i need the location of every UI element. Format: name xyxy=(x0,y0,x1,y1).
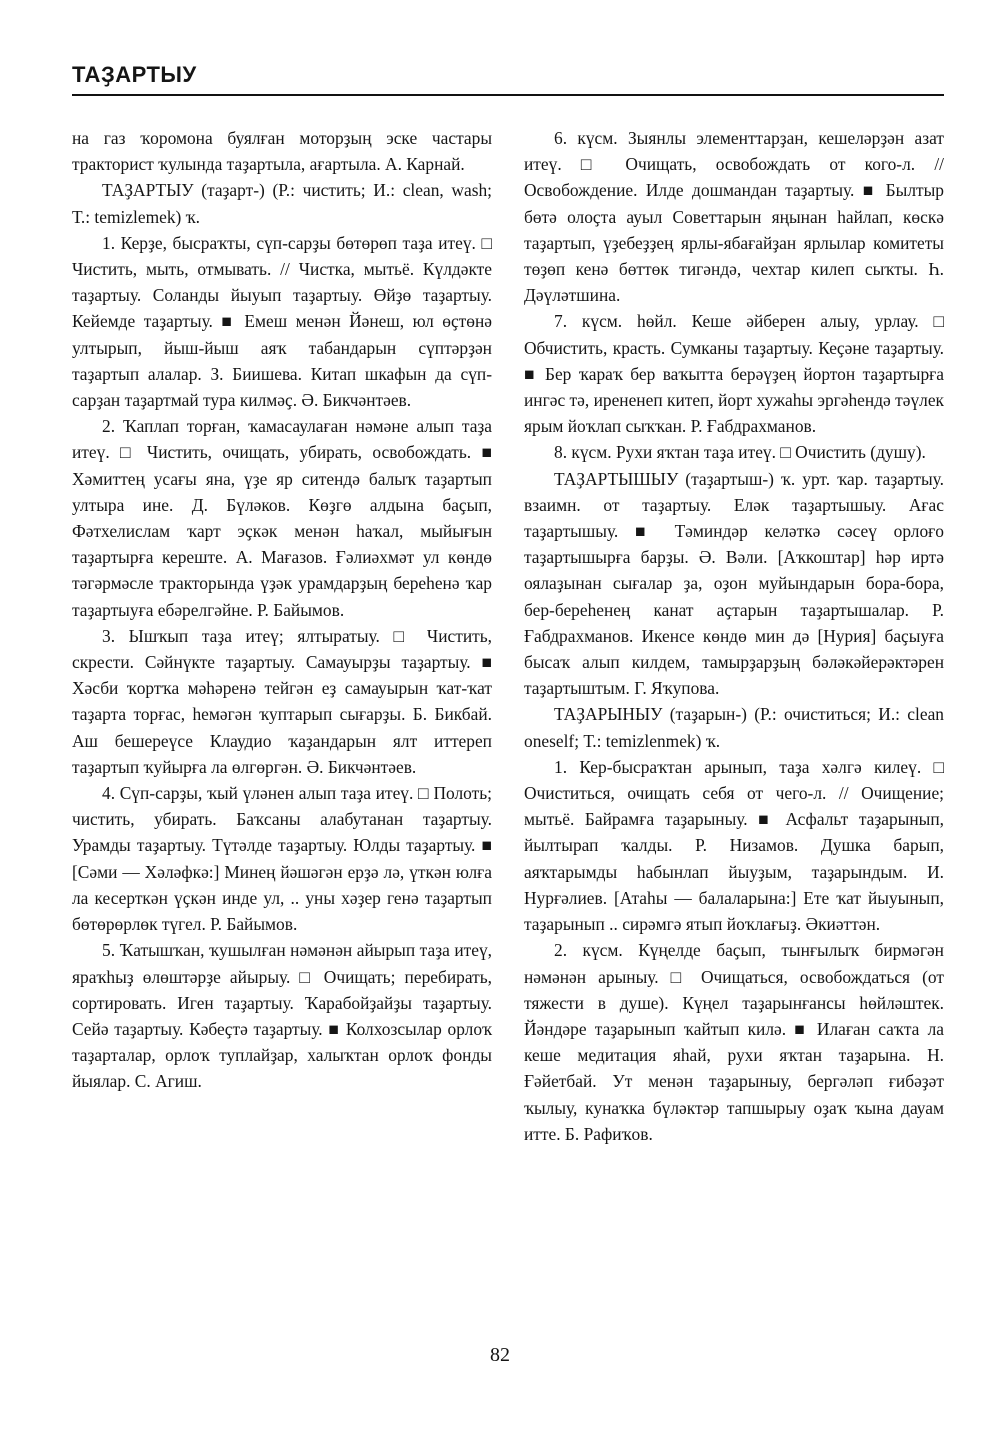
header-rule xyxy=(72,94,944,96)
sense-5: 5. Ҡатышҡан, ҡушылған нәмәнән айырып таҙа итеү, яраҡһыҙ өлөштәрҙе айырыу. □ Очищать; перебирать, сортировать. Иген таҙартыу. Ҡарабойҙайҙы таҙартыу. Сейә таҙартыу. Кәбеҫтә таҙартыу. ■ Колхозсылар орлоҡ таҙарталар, орлоҡ туплайҙар, халыҡтан орлоҡ фонды йыялар. С. Агиш. xyxy=(72,940,492,1092)
sense-1: 1. Керҙе, бысраҡты, сүп-сарҙы бөтөрөп таҙа итеү. □ Чистить, мыть, отмывать. // Чистка, мытьё. Күлдәкте таҙартыу. Соланды йыуып таҙартыу. Өйҙө таҙартыу. Кейемде таҙартыу. ■ Емеш менән Йәнеш, юл өҫтөнә ултырып, йыш-йыш аяҡ табандарын сүптәрҙән таҙартып алалар. З. Биишева. Китап шкафын да сүп-сарҙан таҙартмай тура килмәҫ. Ә. Бикчәнтәев. xyxy=(72,232,492,411)
page-number: 82 xyxy=(490,1344,510,1366)
entry-continuation: на газ ҡоромона буялған моторҙың эске частары тракторист ҡулында таҙартыла, ағартыла. А. Карнай. xyxy=(72,128,492,175)
entry-headword-tazartyshyu: ТАҘАРТЫШЫУ (таҙартыш-) ҡ. урт. ҡар. таҙартыу. взаимн. от таҙартыу. Еләк таҙартышыу. Ағас таҙартышыу. ■ Тәминдәр келәткә сәсеү орлоғо таҙартышырға барҙы. Ә. Вәли. [Аҡкоштар] һәр иртә оялаҙынан сығалар ҙа, оҙон муйындарын бора-бора, бер-береһенең канат аҫтарын таҙартышалар. Р. Ғабдрахманов. Икенсе көндө мин дә [Нурия] баҫыуға бысаҡ алып килдем, тамырҙарҙың бәләкәйерәктәрен таҙартыштым. Г. Яҡупова. xyxy=(524,468,944,699)
tazarynyu-sense-2: 2. күсм. Күңелде баҫып, тынғылыҡ бирмәгән нәмәнән арыныу. □ Очищаться, освобождаться (от тяжести в душе). Күңел таҙарынғансы һөйләштек. Йәндәре таҙарынып ҡайтып килә. ■ Илаған саҡта ла кеше медитация яһай, рухи яҡтан таҙарына. Н. Ғәйетбай. Ут менән таҙарыныу, бергәләп ғибәҙәт ҡылыу, кунаҡка бүләктәр тапшырыу оҙаҡ ҡына дауам итте. Б. Рафиҡов. xyxy=(524,940,944,1144)
sense-4: 4. Сүп-сарҙы, ҡый үләнен алып таҙа итеү. □ Полоть; чистить, убирать. Баҡсаны алабутанан таҙартыу. Урамды таҙартыу. Түтәлде таҙартыу. Юлды таҙартыу. ■ [Сәми — Хәләфкә:] Минең йәшәгән ерҙә лә, үткән юлға ла кесерткән үҫкән инде ул, .. уны хәҙер генә таҙартып бөтөрөрлөк түгел. Р. Байымов. xyxy=(72,783,492,935)
left-column xyxy=(72,125,492,1095)
tazarynyu-sense-1: 1. Кер-бысраҡтан арынып, таҙа хәлгә килеү. □ Очиститься, очищать себя от чего-л. // Очищение; мытьё. Байрамға таҙарыныу. ■ Асфальт таҙарынып, йылтырап ҡалды. Р. Низамов. Душка барып, аяҡтарымды һабынлап йыуҙым, таҙарындым. И. Нурғәлиев. [Атаһы — балаларына:] Ете ҡат йыуынып, таҙарынып .. сирәмгә ятып йоҡлағыҙ. Әкиәттән. xyxy=(524,756,944,935)
right-column xyxy=(524,125,944,1147)
running-header: ТАҘАРТЫУ xyxy=(72,62,197,87)
entry-headword-tazartyu: ТАҘАРТЫУ (таҙарт-) (Р.: чистить; И.: clean, wash; Т.: temizlemek) ҡ. xyxy=(72,180,492,227)
sense-7: 7. күсм. һөйл. Кеше әйберен алыу, урлау. □ Обчистить, красть. Сумканы таҙартыу. Кеҫәне таҙартыу. ■ Бер ҡараҡ бер ваҡытта берәүҙең йортон таҙартырға ингәс тә, ирененеп китеп, йорт хужаһы эргәһендә тәүлек ярым йоҡлап сыҡҡан. Р. Ғабдрахманов. xyxy=(524,311,944,437)
sense-2: 2. Ҡаплап торған, ҡамасаулаған нәмәне алып таҙа итеү. □ Чистить, очищать, убирать, освобождать. ■ Хәмиттең усағы яна, үҙе яр ситендә балыҡ таҙартып ултыра ине. Д. Бүләков. Көҙгө алдына баҫып, Фәтхелислам ҡарт эҫкәк менән һаҡал, мыйығын таҙартырға кереште. А. Мағазов. Ғәлиәхмәт ул көндө тәгәрмәсле тракторында үҙәк урамдарҙың береһенә ҡар таҙартыуға ебәрелгәйне. Р. Байымов. xyxy=(72,416,492,620)
sense-6: 6. күсм. Зыянлы элементтарҙан, кешеләрҙән азат итеү. □ Очищать, освобождать от кого-л. // Освобождение. Илде дошмандан таҙартыу. ■ Былтыр бөтә олоҫта ауыл Советтарын яңынан һайлап, көскә таҙартып, үҙебеҙҙең ярлы-ябағайҙан ярлылар комитеты төҙөп кенә бөттөк тигәндә, чехтар килеп сыҡты. Һ. Дәүләтшина. xyxy=(524,128,944,306)
entry-headword-tazarynyu: ТАҘАРЫНЫУ (таҙарын-) (Р.: очиститься; И.: clean oneself; Т.: temizlenmek) ҡ. xyxy=(524,704,944,751)
sense-3: 3. Ышҡып таҙа итеү; ялтыратыу. □ Чистить, скрести. Сәйнүкте таҙартыу. Самауырҙы таҙартыу. ■ Хәсби ҡортҡа мәһәренә тейгән еҙ самауырын ҡат-ҡат таҙарта торғас, һемәгән ҡуптарып сығарҙы. Б. Бикбай. Аш бешереүсе Клаудио ҡаҙандарын ялт иттереп таҙартып ҡуйырға ла өлгөргән. Ә. Бикчәнтәев. xyxy=(72,625,492,777)
sense-8: 8. күсм. Рухи яҡтан таҙа итеү. □ Очистить (душу). xyxy=(554,442,926,463)
